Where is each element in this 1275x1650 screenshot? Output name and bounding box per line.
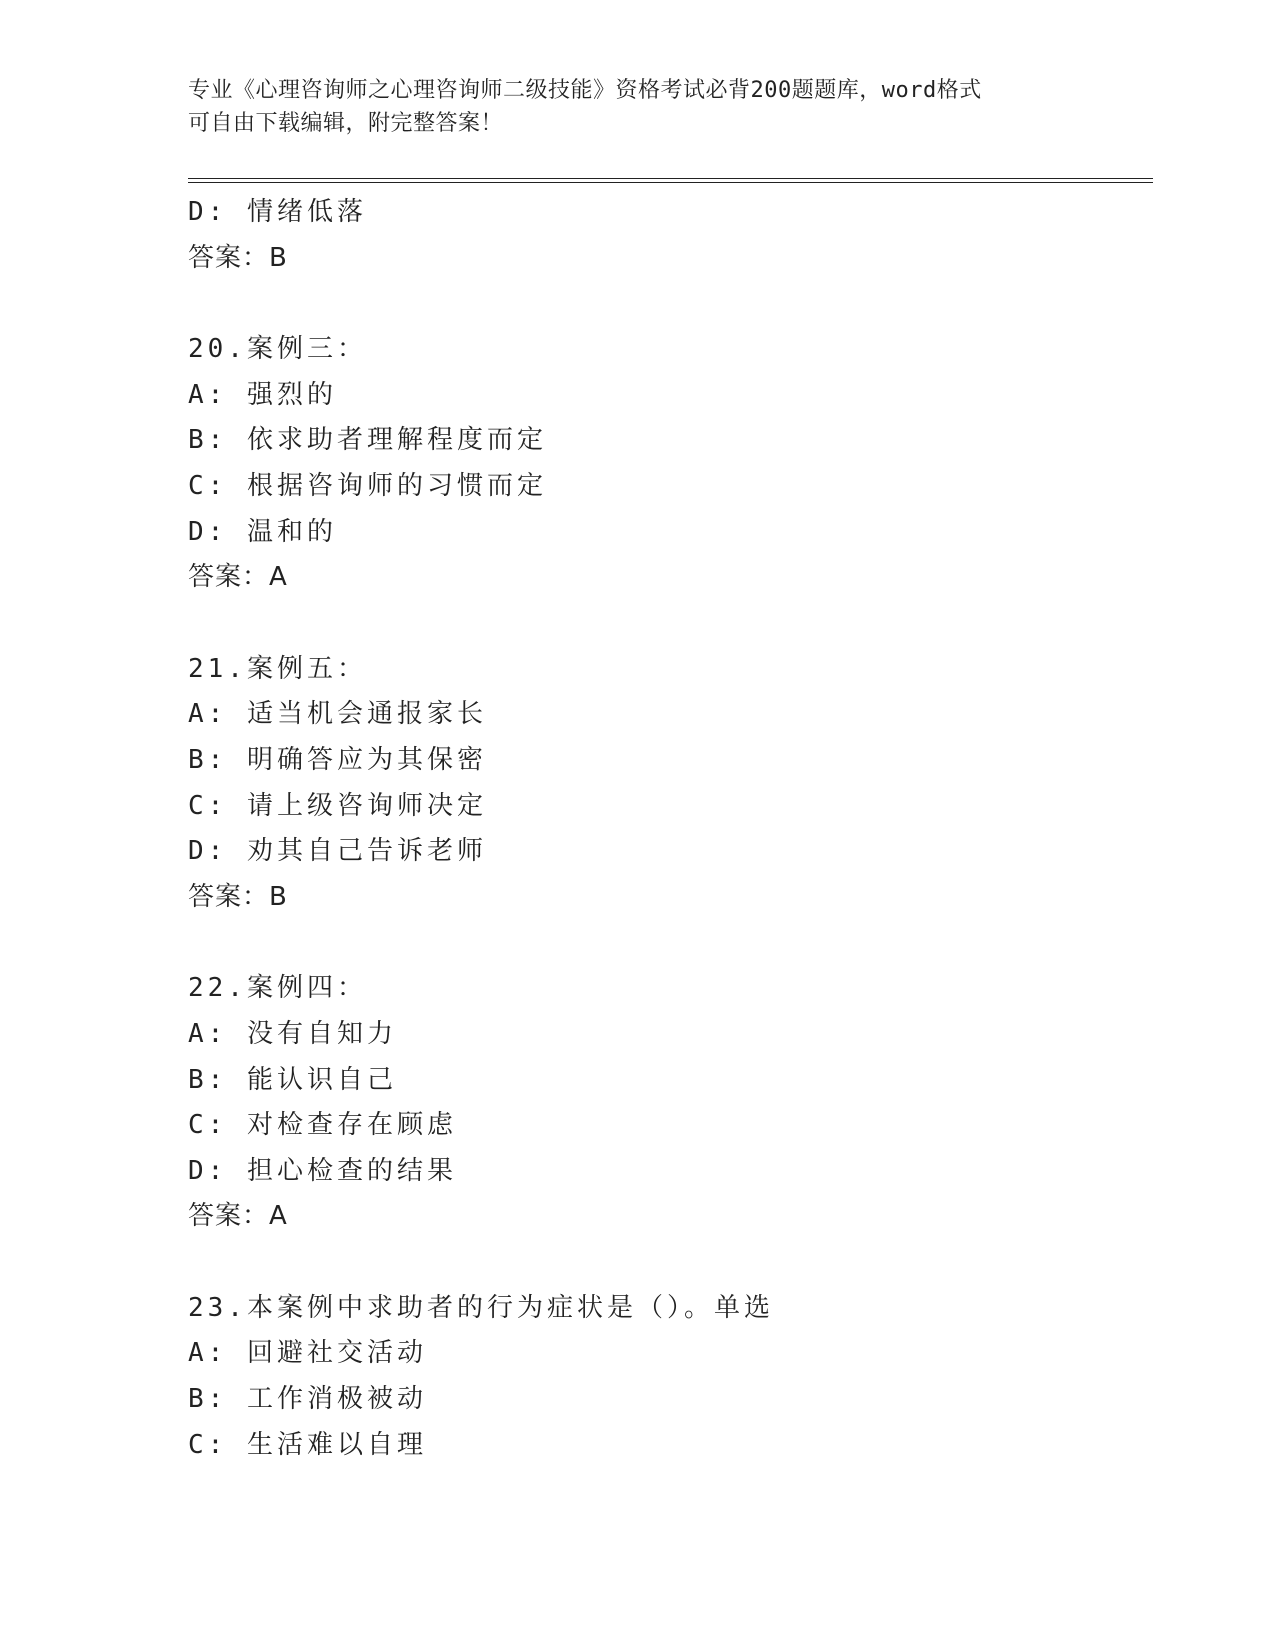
header-line-2: 可自由下载编辑，附完整答案！: [188, 111, 504, 136]
spacer: [188, 281, 1148, 327]
header-divider: [188, 178, 1153, 183]
option-b: B: 依求助者理解程度而定: [188, 425, 547, 456]
option-d: D: 担心检查的结果: [188, 1155, 457, 1186]
question-stem: 20.案例三：: [188, 334, 367, 365]
option-a: A: 回避社交活动: [188, 1338, 427, 1369]
question-list: [188, 190, 1148, 1468]
option-a: A: 强烈的: [188, 379, 337, 410]
answer-line: 答案：B: [188, 881, 288, 912]
spacer: [188, 601, 1148, 647]
question-stem: 22.案例四：: [188, 973, 367, 1004]
option-b: B: 工作消极被动: [188, 1384, 427, 1415]
option-b: B: 明确答应为其保密: [188, 744, 487, 775]
option-d: D: 温和的: [188, 516, 337, 547]
option-c: C: 请上级咨询师决定: [188, 790, 487, 821]
answer-line: 答案：A: [188, 562, 288, 593]
spacer: [188, 920, 1148, 966]
option-b: B: 能认识自己: [188, 1064, 397, 1095]
option-a: A: 没有自知力: [188, 1018, 397, 1049]
question-stem: 21.案例五：: [188, 653, 367, 684]
option-c: C: 根据咨询师的习惯而定: [188, 470, 547, 501]
option-c: C: 生活难以自理: [188, 1429, 427, 1460]
answer-line: 答案：B: [188, 242, 288, 273]
option-d: D: 劝其自己告诉老师: [188, 836, 487, 867]
answer-line: 答案：A: [188, 1201, 288, 1232]
option-c: C: 对检查存在顾虑: [188, 1110, 457, 1141]
question-stem: 23.本案例中求助者的行为症状是（）。单选: [188, 1292, 774, 1323]
header-line-1: 专业《心理咨询师之心理咨询师二级技能》资格考试必背200题题库，word格式: [188, 78, 982, 103]
document-header: [188, 74, 1068, 140]
option-d: D: 情绪低落: [188, 197, 367, 227]
option-a: A: 适当机会通报家长: [188, 699, 487, 730]
spacer: [188, 1240, 1148, 1286]
